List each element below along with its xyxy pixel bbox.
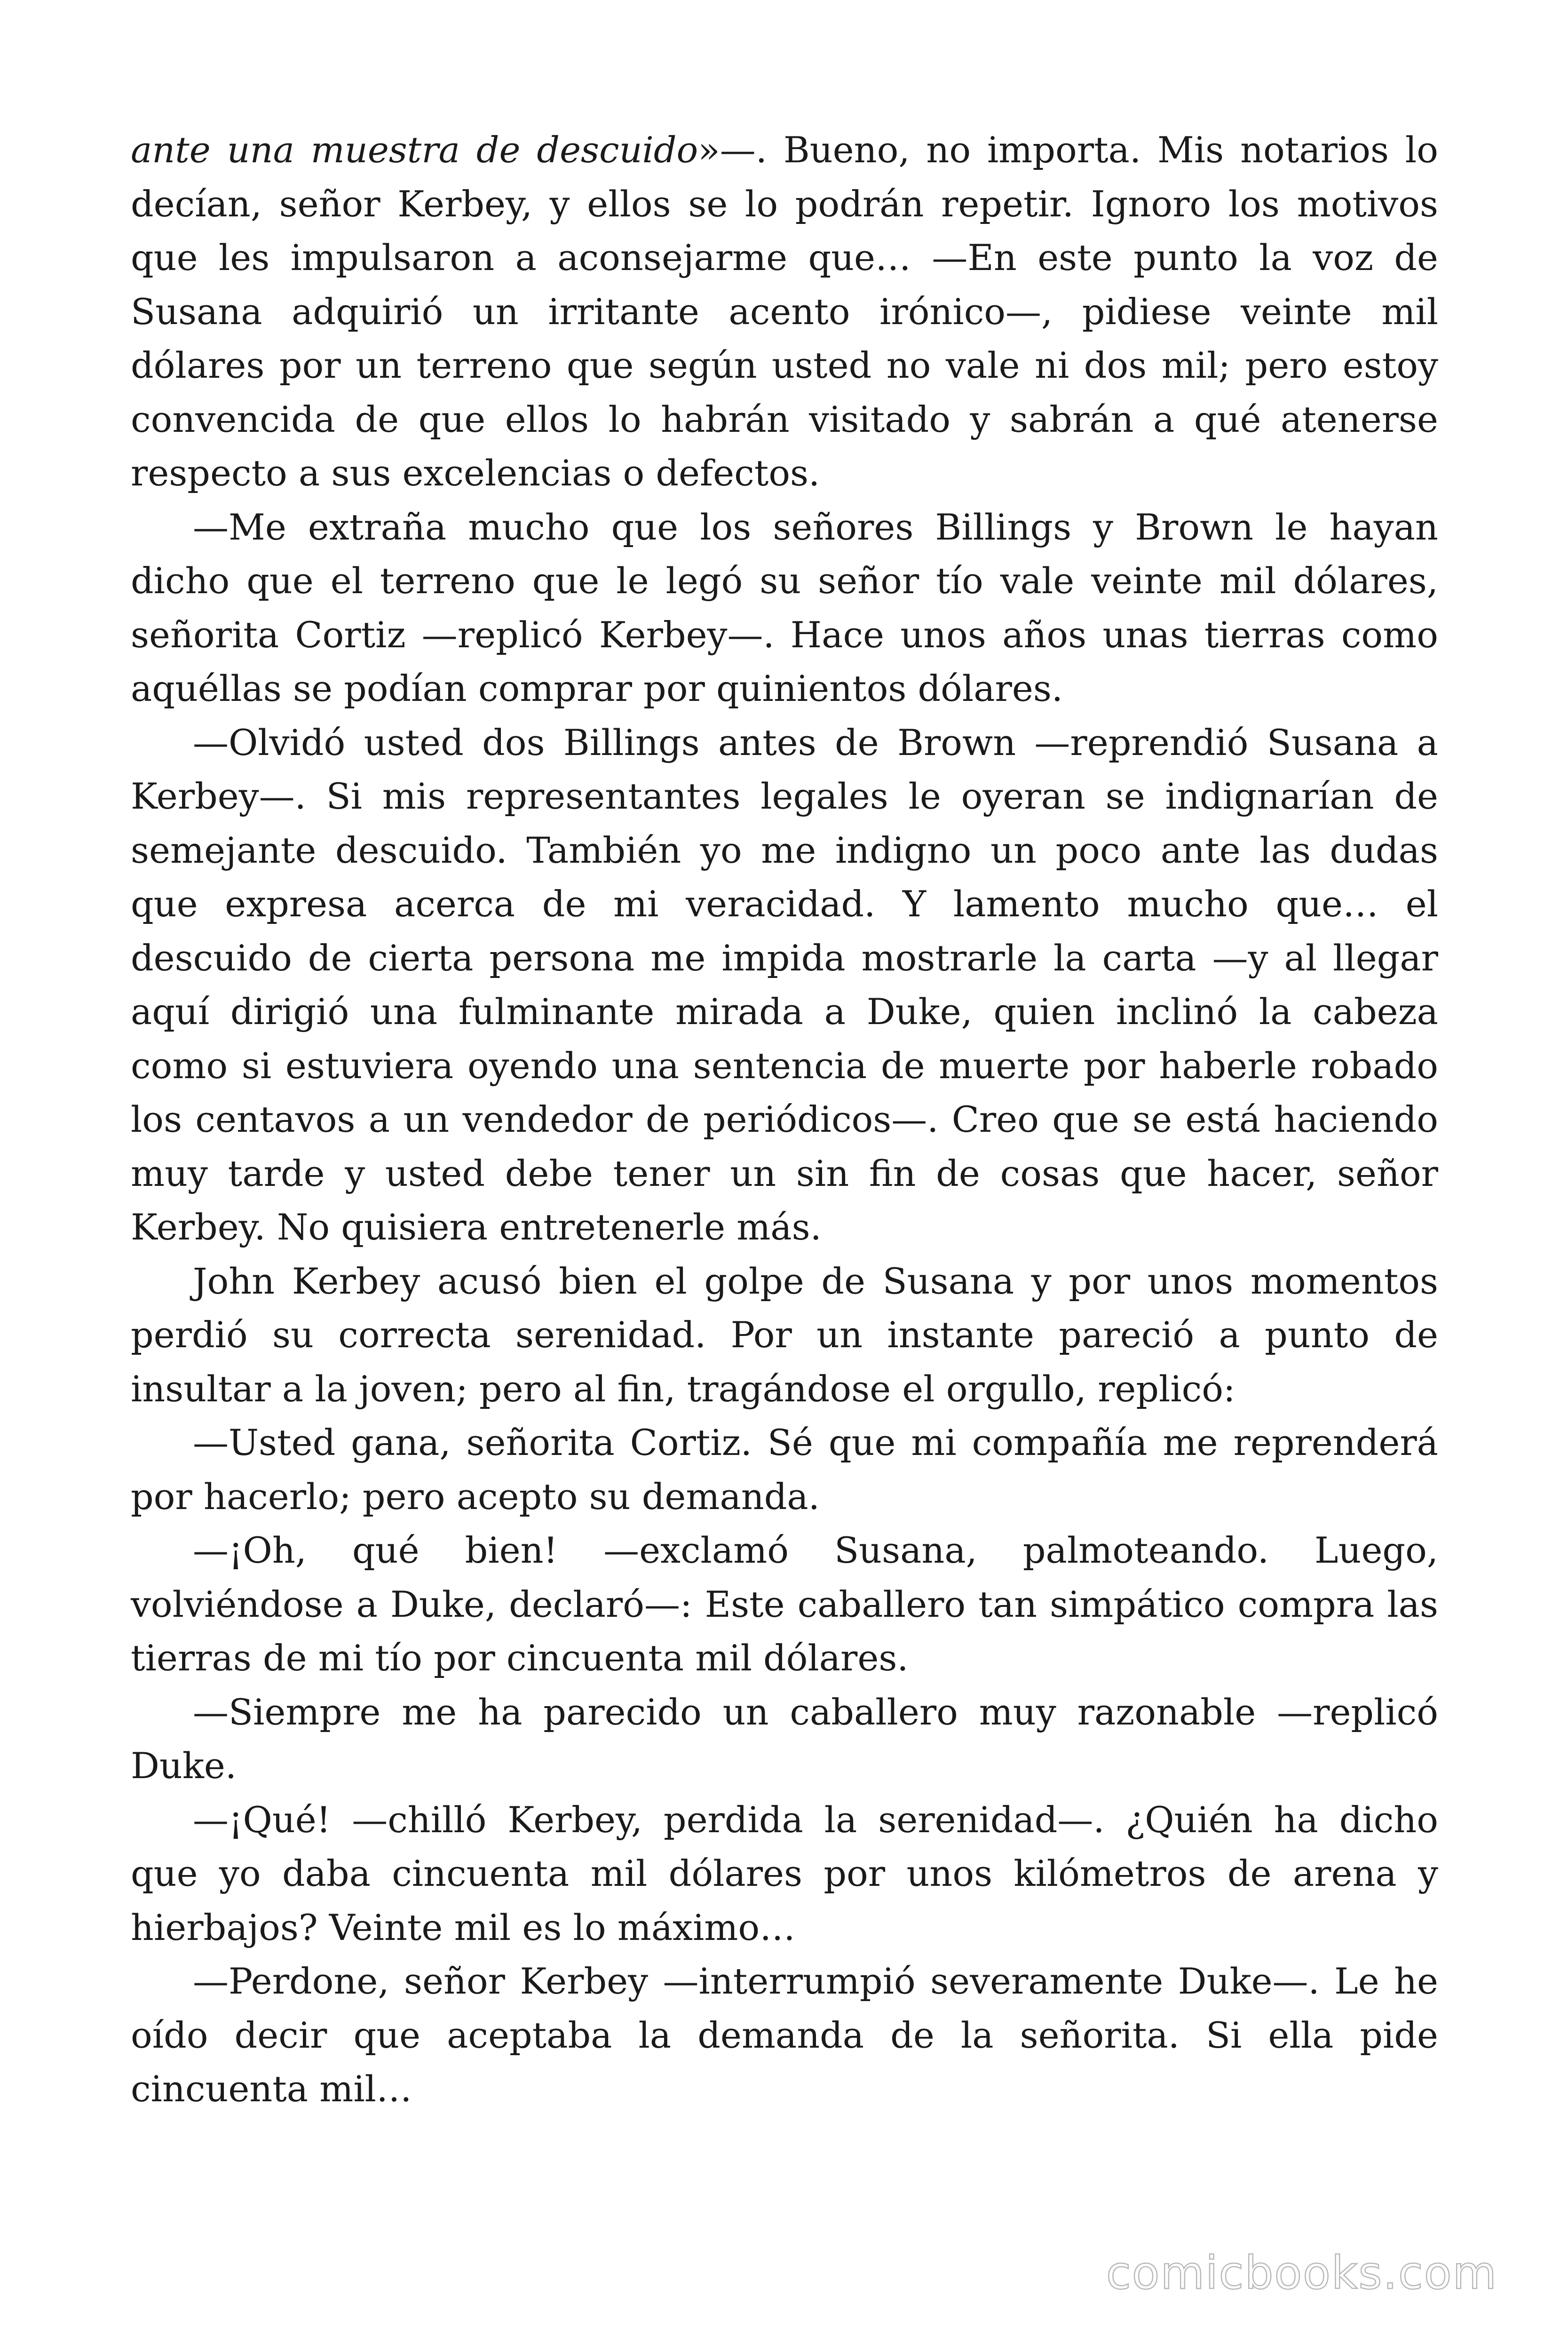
site-watermark: comicbooks.com	[1106, 2247, 1497, 2299]
paragraph-2: —Me extraña mucho que los señores Billings y Brown le hayan dicho que el terreno que le legó su señor tío vale veinte mil dólares, señorita Cortiz —replicó Kerbey—. Hace unos años unas tierras como aquéllas se podían comprar por quinientos dólares.	[131, 506, 1438, 709]
body-text	[131, 123, 1438, 2116]
paragraph-1	[131, 123, 1438, 501]
paragraph-5: —Usted gana, señorita Cortiz. Sé que mi compañía me reprenderá por hacerlo; pero acepto su demanda.	[131, 1422, 1438, 1518]
paragraph-6: —¡Oh, qué bien! —exclamó Susana, palmoteando. Luego, volviéndose a Duke, declaró—: Este caballero tan simpático compra las tierras de mi tío por cincuenta mil dólares.	[131, 1529, 1438, 1679]
paragraph-3: —Olvidó usted dos Billings antes de Brown —reprendió Susana a Kerbey—. Si mis representantes legales le oyeran se indignarían de semejante descuido. También yo me indigno un poco ante las dudas que expresa acerca de mi veracidad. Y lamento mucho que… el descuido de cierta persona me impida mostrarle la carta —y al llegar aquí dirigió una fulminante mirada a Duke, quien inclinó la cabeza como si estuviera oyendo una sentencia de muerte por haberle robado los centavos a un vendedor de periódicos—. Creo que se está haciendo muy tarde y usted debe tener un sin fin de cosas que hacer, señor Kerbey. No quisiera entretenerle más.	[131, 721, 1438, 1248]
paragraph-7: —Siempre me ha parecido un caballero muy razonable —replicó Duke.	[131, 1691, 1438, 1787]
paragraph-4: John Kerbey acusó bien el golpe de Susana y por unos momentos perdió su correcta serenidad. Por un instante pareció a punto de insultar a la joven; pero al fin, tragándose el orgullo, replicó:	[131, 1260, 1438, 1410]
italic-lead: ante una muestra de descuido	[131, 129, 698, 171]
paragraph-8: —¡Qué! —chilló Kerbey, perdida la serenidad—. ¿Quién ha dicho que yo daba cincuenta mil dólares por unos kilómetros de arena y hierbajos? Veinte mil es lo máximo…	[131, 1798, 1438, 1948]
paragraph-9: —Perdone, señor Kerbey —interrumpió severamente Duke—. Le he oído decir que aceptaba la demanda de la señorita. Si ella pide cincuenta mil…	[131, 1960, 1438, 2110]
paragraph-text: »—. Bueno, no importa. Mis notarios lo decían, señor Kerbey, y ellos se lo podrán repetir. Ignoro los motivos que les impulsaron a aconsejarme que… —En este punto la voz de Susana adquirió un irritante acento irónico—, pidiese veinte mil dólares por un terreno que según usted no vale ni dos mil; pero estoy convencida de que ellos lo habrán visitado y sabrán a qué atenerse respecto a sus excelencias o defectos.	[131, 129, 1438, 494]
